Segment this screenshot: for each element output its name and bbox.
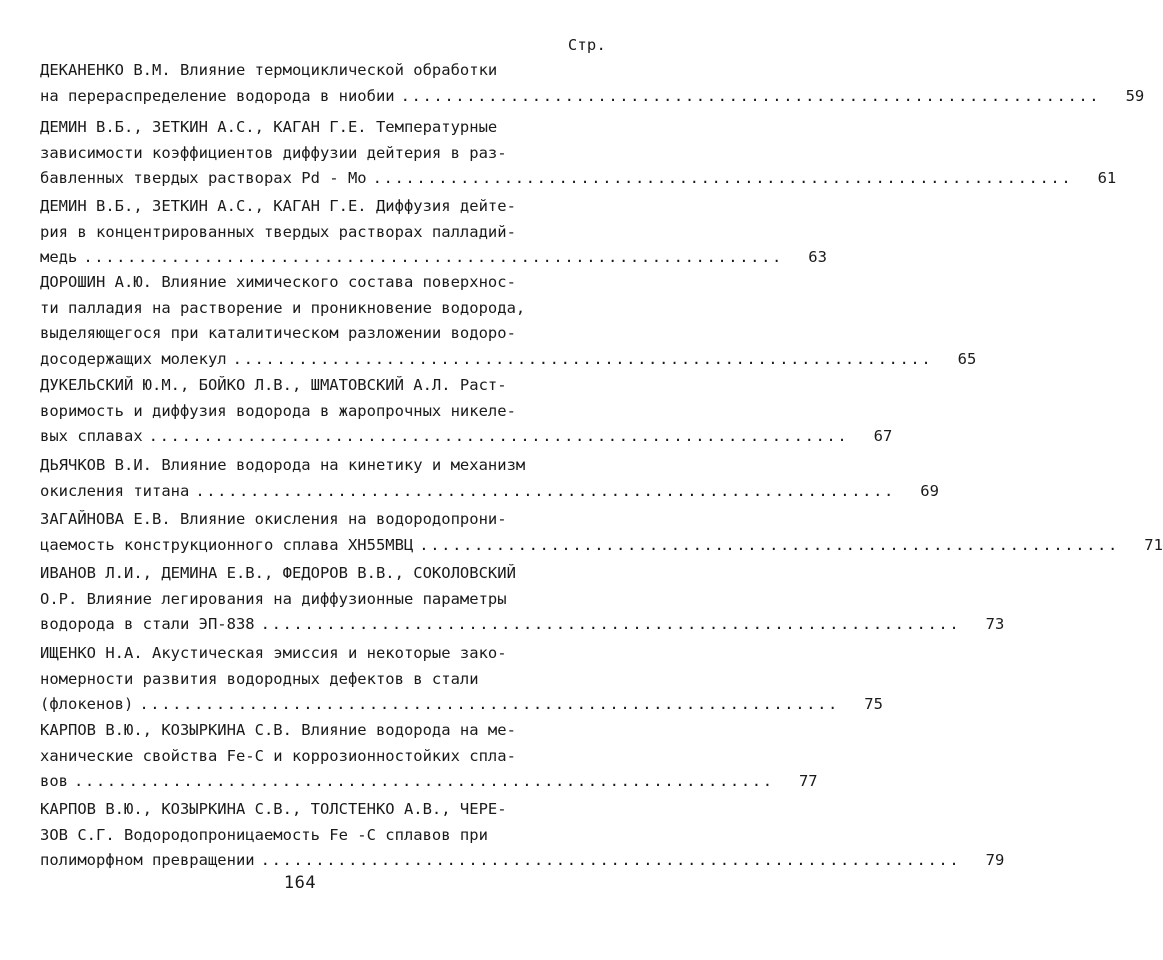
leader-dots: ................................................................ xyxy=(260,615,961,633)
toc-entry-line xyxy=(40,399,588,425)
toc-entry-line xyxy=(40,194,588,220)
toc-entry-line xyxy=(40,245,827,271)
toc-page-number: 67 xyxy=(873,427,893,445)
toc-entry xyxy=(40,58,1145,109)
toc-entry-line xyxy=(40,453,588,479)
toc-entry-line xyxy=(40,347,977,373)
toc-entry-text: ИЩЕНКО Н.А. Акустическая эмиссия и некоторые зако- xyxy=(40,644,507,662)
toc-entry-line xyxy=(40,641,588,667)
toc-entry-text: О.Р. Влияние легирования на диффузионные параметры xyxy=(40,589,507,608)
toc-page-number: 75 xyxy=(864,695,883,713)
toc-page-number: 69 xyxy=(920,481,939,500)
toc-entry-line xyxy=(40,373,588,399)
toc-entry-line xyxy=(40,533,1163,559)
toc-entry-text: ти палладия на растворение и проникновение водорода, xyxy=(40,298,526,317)
page-column-header: Стр. xyxy=(567,36,606,54)
toc-entry-text: ДЕМИН В.Б., ЗЕТКИН А.С., КАГАН Г.Е. Температурные xyxy=(40,118,498,136)
toc-entry-text: бавленных твердых растворах Pd - Mo xyxy=(40,169,367,187)
toc-entry-line xyxy=(40,769,818,795)
toc-page-number: 79 xyxy=(985,851,1005,869)
toc-page-number: 77 xyxy=(798,772,818,790)
toc-entry-text: на перераспределение водорода в ниобии xyxy=(40,86,395,105)
leader-dots: ................................................................ xyxy=(232,349,933,368)
toc-entry xyxy=(40,641,883,718)
leader-dots: ................................................................ xyxy=(74,772,774,790)
toc-entry-text: полиморфном превращении xyxy=(40,851,255,869)
toc-entry-text: ДУКЕЛЬСКИЙ Ю.М., БОЙКО Л.В., ШМАТОВСКИЙ А.Л. Раст- xyxy=(40,376,507,394)
toc-entry-text: ханические свойства Fe-C и коррозионностойких спла- xyxy=(40,746,516,765)
toc-entry-line xyxy=(40,561,588,587)
toc-entry-line xyxy=(40,744,588,770)
toc-entry-text: водорода в стали ЭП-838 xyxy=(40,615,255,633)
toc-entry-text: ИВАНОВ Л.И., ДЕМИНА Е.В., ФЕДОРОВ В.В., СОКОЛОВСКИЙ xyxy=(40,564,516,582)
toc-entry-line xyxy=(40,84,1145,110)
toc-entry-line xyxy=(40,424,893,450)
leader-dots: ................................................................ xyxy=(400,86,1101,105)
toc-entry xyxy=(40,373,893,450)
toc-page-number: 63 xyxy=(808,248,827,266)
toc-entry-text: ДЕМИН В.Б., ЗЕТКИН А.С., КАГАН Г.Е. Диффузия дейте- xyxy=(40,197,516,215)
toc-entry-text: выделяющегося при каталитическом разложении водоро- xyxy=(40,324,516,342)
toc-entry-line xyxy=(40,823,588,849)
leader-dots: ................................................................ xyxy=(195,481,895,500)
toc-entry-text: окисления титана xyxy=(40,481,190,500)
toc-page-number: 71 xyxy=(1144,535,1163,554)
toc-entry-text: ЗАГАЙНОВА Е.В. Влияние окисления на водородопрони- xyxy=(40,510,507,528)
toc-entry-text: зависимости коэффициентов диффузии дейтерия в раз- xyxy=(40,143,507,162)
toc-entry-line xyxy=(40,507,588,533)
toc-entry-text: (флокенов) xyxy=(40,695,134,713)
toc-entry-line xyxy=(40,115,588,141)
toc-page-number: 61 xyxy=(1097,169,1117,187)
toc-entry-line xyxy=(40,321,588,347)
toc-entry-line xyxy=(40,718,588,744)
toc-page-number: 73 xyxy=(985,615,1005,633)
toc-entry-text: медь xyxy=(40,248,78,266)
toc-entry-line xyxy=(40,58,588,84)
toc-entry-text: досодержащих молекул xyxy=(40,349,227,368)
toc-entry-text: воримость и диффузия водорода в жаропрочных никеле- xyxy=(40,401,516,420)
leader-dots: ................................................................ xyxy=(419,535,1119,554)
toc-entry-line xyxy=(40,667,588,693)
toc-entry xyxy=(40,507,1163,558)
toc-entry-text: ЗОВ С.Г. Водородопроницаемость Fe -C сплавов при xyxy=(40,825,488,844)
toc-entry-text: вых сплавах xyxy=(40,427,143,445)
toc-entry xyxy=(40,797,1005,874)
toc-entry xyxy=(40,115,1117,192)
toc-entry xyxy=(40,194,827,271)
toc-page-number: 59 xyxy=(1125,86,1145,105)
toc-entry-text: номерности развития водородных дефектов в стали xyxy=(40,669,479,688)
leader-dots: ................................................................ xyxy=(372,169,1073,187)
toc-entry xyxy=(40,718,818,795)
toc-entry-line xyxy=(40,612,1005,638)
leader-dots: ................................................................ xyxy=(148,427,849,445)
toc-page-number: 65 xyxy=(957,349,977,368)
toc-entry-line xyxy=(40,587,588,613)
toc-entry-text: цаемость конструкционного сплава ХН55МВЦ xyxy=(40,535,414,554)
toc-entry-text: ДОРОШИН А.Ю. Влияние химического состава поверхнос- xyxy=(40,273,516,291)
leader-dots: ................................................................ xyxy=(260,851,961,869)
toc-entry-line xyxy=(40,848,1005,874)
footer-page-number: 164 xyxy=(283,873,317,893)
toc-entry-text: рия в концентрированных твердых растворах палладий- xyxy=(40,222,516,241)
toc-entry-line xyxy=(40,296,588,322)
toc-entry-text: КАРПОВ В.Ю., КОЗЫРКИНА С.В. Влияние водорода на ме- xyxy=(40,721,516,739)
toc-entry xyxy=(40,453,939,504)
toc-entry-line xyxy=(40,479,939,505)
toc-entry-line xyxy=(40,166,1117,192)
toc-entry-text: ДЬЯЧКОВ В.И. Влияние водорода на кинетику и механизм xyxy=(40,456,526,474)
toc-entry-text: ДЕКАНЕНКО В.М. Влияние термоциклической обработки xyxy=(40,61,498,79)
toc-entry xyxy=(40,270,977,372)
toc-entry-line xyxy=(40,692,883,718)
toc-entry-text: КАРПОВ В.Ю., КОЗЫРКИНА С.В., ТОЛСТЕНКО А.В., ЧЕРЕ- xyxy=(40,800,507,818)
toc-entry-line xyxy=(40,797,588,823)
leader-dots: ................................................................ xyxy=(139,695,839,713)
leader-dots: ................................................................ xyxy=(83,248,783,266)
toc-entry-line xyxy=(40,270,588,296)
toc-entry-line xyxy=(40,141,588,167)
toc-entry xyxy=(40,561,1005,638)
toc-entry-text: вов xyxy=(40,772,68,790)
toc-entry-line xyxy=(40,220,588,246)
